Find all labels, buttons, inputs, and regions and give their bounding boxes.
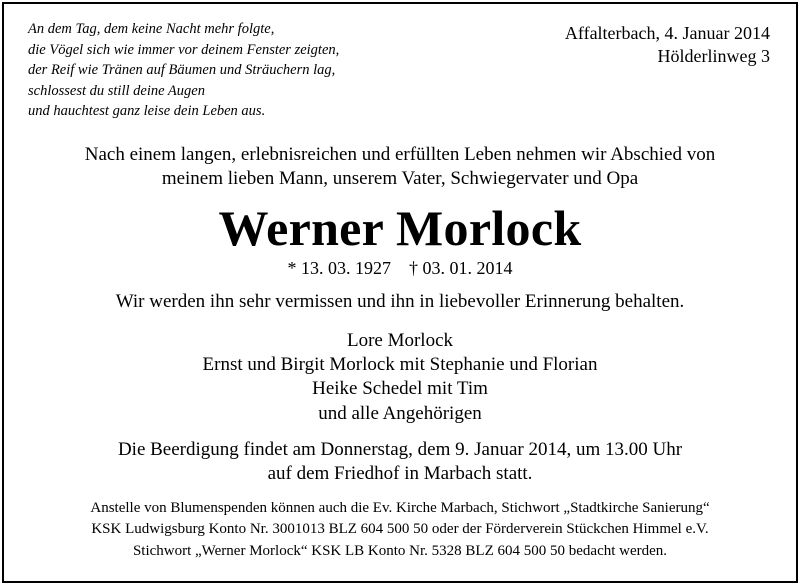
place-date: Affalterbach, 4. Januar 2014 bbox=[564, 23, 770, 43]
deceased-name: Werner Morlock bbox=[218, 200, 582, 256]
donation-info bbox=[0, 498, 800, 562]
mourner-line: und alle Angehörigen bbox=[318, 402, 482, 424]
funeral-info bbox=[0, 438, 800, 485]
poem-line: die Vögel sich wie immer vor deinem Fenster zeigten, bbox=[28, 41, 340, 58]
mourner-line: Lore Morlock bbox=[346, 330, 454, 351]
donation-line: Stichwort „Werner Morlock“ KSK LB Konto Nr. 5328 BLZ 604 500 50 bedacht werden. bbox=[132, 542, 668, 559]
mourner-line: Heike Schedel mit Tim bbox=[312, 378, 488, 400]
intro-text bbox=[0, 143, 800, 190]
intro-line: Nach einem langen, erlebnisreichen und erfüllten Leben nehmen wir Abschied von bbox=[84, 144, 716, 165]
life-dates bbox=[0, 256, 800, 280]
street-address: Hölderlinweg 3 bbox=[657, 46, 770, 66]
poem-line: der Reif wie Tränen auf Bäumen und Sträuchern lag, bbox=[28, 62, 336, 79]
poem-line: und hauchtest ganz leise dein Leben aus. bbox=[28, 103, 266, 120]
death-date: † 03. 01. 2014 bbox=[409, 258, 513, 278]
mourner-line: Ernst und Birgit Morlock mit Stephanie und Florian bbox=[202, 354, 598, 376]
funeral-line: auf dem Friedhof in Marbach statt. bbox=[267, 462, 533, 484]
mourners-list bbox=[0, 329, 800, 426]
birth-date: * 13. 03. 1927 bbox=[287, 258, 391, 278]
donation-line: KSK Ludwigsburg Konto Nr. 3001013 BLZ 604 500 50 oder der Förderverein Stückchen Himmel e.V. bbox=[91, 521, 709, 538]
remembrance-text: Wir werden ihn sehr vermissen und ihn in liebevoller Erinnerung behalten. bbox=[115, 291, 685, 312]
place-and-address bbox=[565, 22, 770, 68]
donation-line: Anstelle von Blumenspenden können auch die Ev. Kirche Marbach, Stichwort „Stadtkirche Sanierung“ bbox=[90, 500, 710, 516]
poem bbox=[28, 19, 339, 122]
funeral-line: Die Beerdigung findet am Donnerstag, dem 9. Januar 2014, um 13.00 Uhr bbox=[117, 439, 683, 460]
intro-line: meinem lieben Mann, unserem Vater, Schwiegervater und Opa bbox=[161, 167, 639, 189]
poem-line: schlossest du still deine Augen bbox=[28, 82, 205, 99]
poem-line: An dem Tag, dem keine Nacht mehr folgte, bbox=[28, 21, 275, 37]
